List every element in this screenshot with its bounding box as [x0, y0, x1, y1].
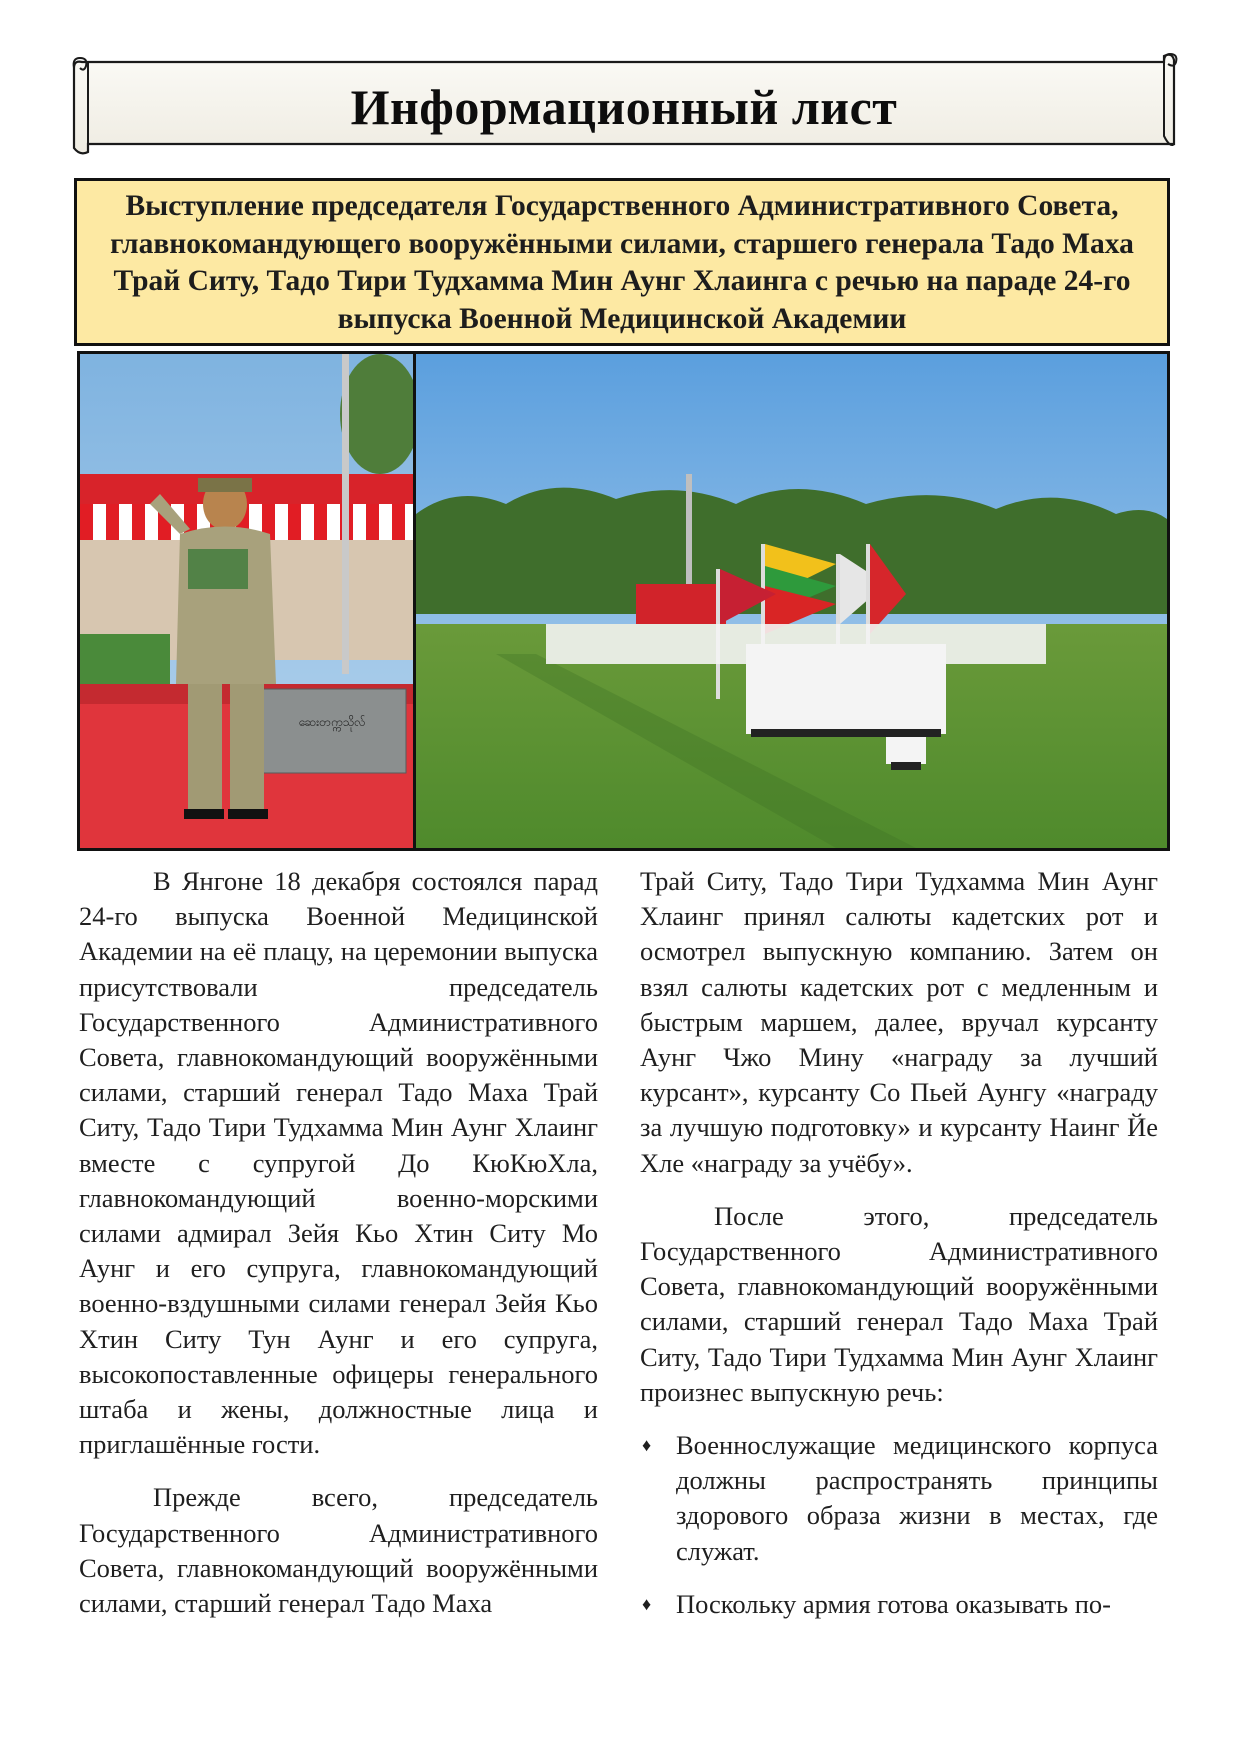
page-title: Информационный лист	[350, 79, 898, 135]
article-paragraph-continued: Трай Ситу, Тадо Тири Тудхамма Мин Аунг Хлаинг принял салюты кадетских рот и осмотрел выпускную компанию. Затем он взял салюты кадетских рот с медленным и быстрым маршем, далее, вручал курсанту Аунг Чжо Мину «награду за лучший курсант», курсанту Со Пьей Аунгу «награду за лучшую подготовку» и курсанту Наинг Йе Хле «награду за учёбу».	[640, 866, 1158, 1178]
article-paragraph: В Янгоне 18 декабря состоялся парад 24-го выпуска Военной Медицинской Академии на её плацу, на церемонии выпуска присутствовали председатель Государственного Административного Совета, главнокомандующий вооружёнными силами, старший генерал Тадо Маха Трай Ситу, Тадо Тири Тудхамма Мин Аунг Хлаинг вместе с супругой До КюКюХла, главнокомандующий военно-морскими силами адмирал Зейя Кьо Хтин Ситу Мо Аунг и его супруга, главнокомандующий военно-вздушными силами генерал Зейя Кьо Хтин Ситу Тун Аунг и его супруга, высокопоставленные офицеры генерального штаба и жены, должностные лица и приглашённые гости.	[79, 866, 598, 1460]
headline-box: Выступление председателя Государственного Административного Совета, главнокомандующего вооружёнными силами, старшего генерала Тадо Маха Трай Ситу, Тадо Тири Тудхамма Мин Аунг Хлаинга с речью на параде 24-го выпуска Военной Медицинской Академии	[74, 178, 1170, 346]
article-column-right	[640, 864, 1158, 1622]
article-paragraph: Прежде всего, председатель Государственного Административного Совета, главнокомандующий вооружёнными силами, старший генерал Тадо Маха	[79, 1482, 598, 1619]
photo-strip	[77, 351, 1170, 851]
saluting-general-photo	[80, 354, 413, 848]
article-column-left	[79, 864, 598, 1621]
scroll-banner	[68, 52, 1180, 156]
stone-sign-text: ဆေးတက္ကသိုလ်	[298, 715, 366, 729]
cadet-parade-photo	[416, 354, 1167, 848]
article-paragraph: После этого, председатель Государственного Административного Совета, главнокомандующий вооружёнными силами, старший генерал Тадо Маха Трай Ситу, Тадо Тири Тудхамма Мин Аунг Хлаинг произнес выпускную речь:	[640, 1200, 1158, 1407]
bullet-item	[640, 1428, 1158, 1569]
bullet-text: Поскольку армия готова оказывать по-	[676, 1588, 1111, 1619]
diamond-bullet-icon: ♦	[642, 1435, 652, 1456]
bullet-item	[640, 1587, 1158, 1622]
bullet-text: Военнослужащие медицинского корпуса должны распространять принципы здорового образа жизни в местах, где служат.	[676, 1430, 1158, 1566]
diamond-bullet-icon: ♦	[642, 1593, 652, 1614]
